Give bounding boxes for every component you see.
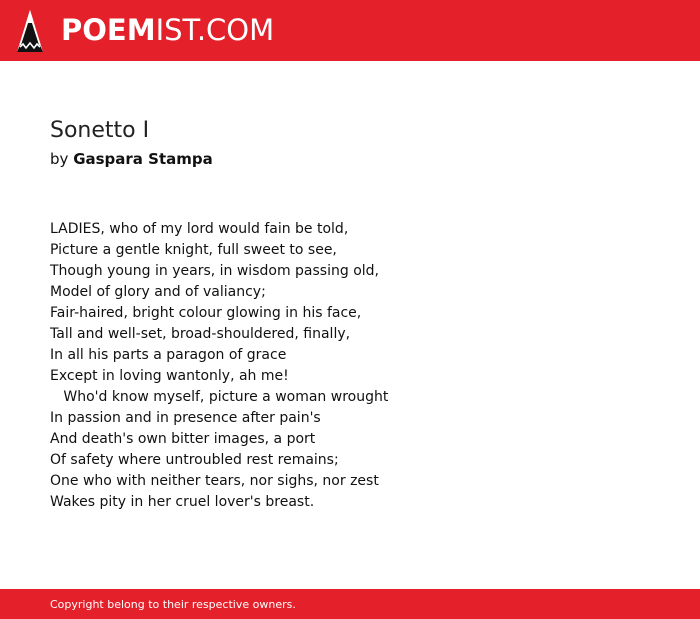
poem-line: Tall and well-set, broad-shouldered, finally, [50, 326, 351, 342]
by-label: by [50, 150, 69, 168]
poem-body [50, 219, 650, 513]
poem-line: Of safety where untroubled rest remains; [50, 452, 339, 468]
logo-text-light: IST.COM [155, 13, 275, 47]
poem-line: Though young in years, in wisdom passing old, [50, 263, 379, 279]
poem-line: And death's own bitter images, a port [50, 431, 316, 447]
poem-line: In all his parts a paragon of grace [50, 347, 287, 363]
poem-line: Fair-haired, bright colour glowing in his face, [50, 305, 362, 321]
pencil-tip-icon[interactable] [17, 10, 43, 52]
poem-line: In passion and in presence after pain's [50, 410, 321, 426]
site-header [0, 0, 700, 61]
poem-line: LADIES, who of my lord would fain be told, [50, 221, 349, 237]
site-logo[interactable] [61, 13, 274, 47]
poem-line: Picture a gentle knight, full sweet to see, [50, 242, 337, 258]
poem-line: Who'd know myself, picture a woman wrought [50, 389, 389, 405]
logo-text-bold: POEM [61, 13, 156, 47]
poem-line: Model of glory and of valiancy; [50, 284, 266, 300]
poem-line: One who with neither tears, nor sighs, nor zest [50, 473, 379, 489]
poem-line: Wakes pity in her cruel lover's breast. [50, 494, 315, 510]
poem-author: Gaspara Stampa [73, 150, 213, 168]
poem-title: Sonetto I [50, 118, 150, 143]
poem-byline [50, 148, 213, 170]
copyright-text: Copyright belong to their respective owners. [50, 598, 296, 611]
poem-line: Except in loving wantonly, ah me! [50, 368, 289, 384]
site-footer [0, 589, 700, 619]
